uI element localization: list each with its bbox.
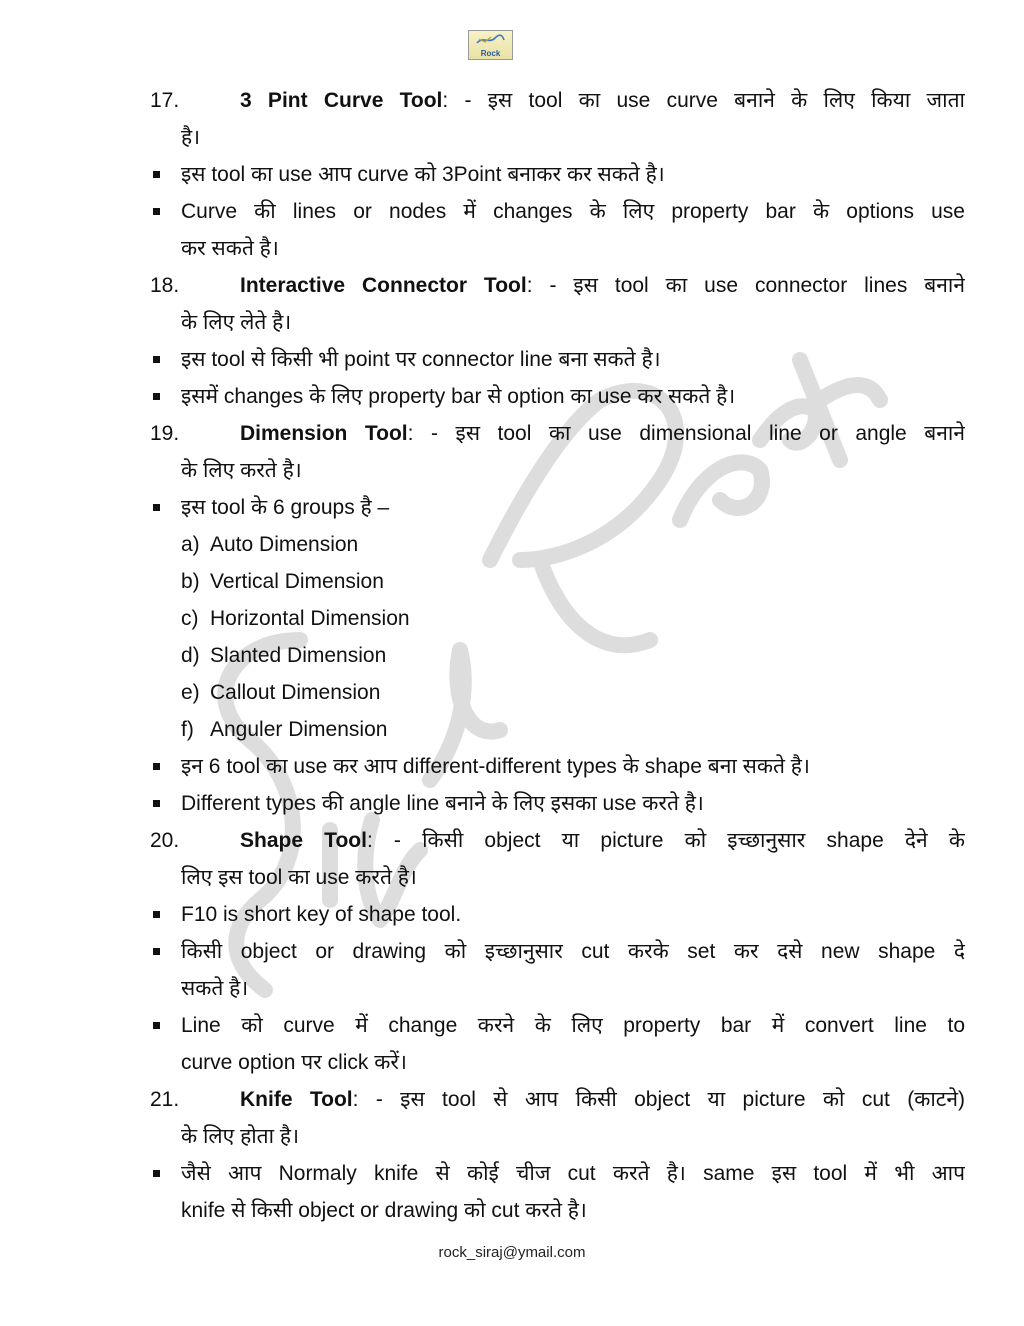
sub-list-label: a) <box>181 533 200 556</box>
bullet-item: किसी object or drawing को इच्छानुसार cut करके set कर दसे new shape दे <box>150 933 965 970</box>
section-number: 18. <box>150 274 180 297</box>
document-body <box>150 82 965 1229</box>
continuation-line: लिए इस tool का use करते है। <box>181 866 417 889</box>
bullet-item: Line को curve में change करने के लिए property bar में convert line to <box>150 1007 965 1044</box>
sub-list-text: Auto Dimension <box>210 533 359 556</box>
bullet-item: Different types की angle line बनाने के लिए इसका use करते है। <box>150 785 965 822</box>
bullet-item: F10 is short key of shape tool. <box>150 896 965 933</box>
continuation-line: के लिए करते है। <box>181 459 302 482</box>
section-number: 20. <box>150 829 180 852</box>
section-title: Dimension Tool <box>240 422 408 445</box>
sub-list-item <box>150 600 965 637</box>
continuation-line: के लिए होता है। <box>181 1125 300 1148</box>
sub-list-text: Vertical Dimension <box>210 570 384 593</box>
section-text: : - इस tool का use curve बनाने के लिए किया जाता <box>442 89 965 112</box>
sub-list-text: Anguler Dimension <box>210 718 388 741</box>
logo-text: Rock <box>480 49 501 58</box>
sub-list-text: Horizontal Dimension <box>210 607 410 630</box>
sub-list-text: Callout Dimension <box>210 681 381 704</box>
sub-list-item <box>150 711 965 748</box>
bullet-item: Curve की lines or nodes में changes के लिए property bar के options use <box>150 193 965 230</box>
section-heading <box>150 415 965 452</box>
continuation-line: knife से किसी object or drawing को cut करते है। <box>181 1199 587 1222</box>
bullet-item: इन 6 tool का use कर आप different-different types के shape बना सकते है। <box>150 748 965 785</box>
continuation-line: है। <box>181 126 201 149</box>
sub-list-item <box>150 526 965 563</box>
sub-list-item <box>150 674 965 711</box>
section-number: 19. <box>150 422 180 445</box>
section-text: : - इस tool से आप किसी object या picture को cut (काटने) <box>352 1088 965 1111</box>
bullet-item: इसमें changes के लिए property bar से option का use कर सकते है। <box>150 378 965 415</box>
section-text: : - किसी object या picture को इच्छानुसार shape देने के <box>366 829 965 852</box>
footer-email: rock_siraj@ymail.com <box>438 1244 586 1261</box>
rock-logo <box>468 30 513 60</box>
bullet-item: इस tool का use आप curve को 3Point बनाकर कर सकते है। <box>150 156 965 193</box>
sub-list-label: c) <box>181 607 199 630</box>
section-heading <box>150 82 965 119</box>
section-number: 21. <box>150 1088 180 1111</box>
continuation-line: के लिए लेते है। <box>181 311 292 334</box>
sub-list-item <box>150 637 965 674</box>
section-heading <box>150 822 965 859</box>
bullet-item: इस tool से किसी भी point पर connector line बना सकते है। <box>150 341 965 378</box>
sub-list-label: b) <box>181 570 200 593</box>
sub-list-label: e) <box>181 681 200 704</box>
bullet-item: जैसे आप Normaly knife से कोई चीज cut करते है। same इस tool में भी आप <box>150 1155 965 1192</box>
section-heading <box>150 1081 965 1118</box>
section-heading <box>150 267 965 304</box>
sub-list-label: f) <box>181 718 194 741</box>
section-title: Interactive Connector Tool <box>240 274 527 297</box>
logo-swoosh-icon <box>475 34 505 46</box>
sub-list-text: Slanted Dimension <box>210 644 387 667</box>
section-text: : - इस tool का use dimensional line or angle बनाने <box>407 422 965 445</box>
sub-list-item <box>150 563 965 600</box>
section-title: 3 Pint Curve Tool <box>240 89 443 112</box>
continuation-line: कर सकते है। <box>181 237 279 260</box>
continuation-line: सकते है। <box>181 977 249 1000</box>
section-title: Shape Tool <box>240 829 367 852</box>
continuation-line: curve option पर click करें। <box>181 1051 407 1074</box>
section-title: Knife Tool <box>240 1088 353 1111</box>
bullet-item: इस tool के 6 groups है – <box>150 489 965 526</box>
section-number: 17. <box>150 89 180 112</box>
section-text: : - इस tool का use connector lines बनाने <box>526 274 965 297</box>
sub-list-label: d) <box>181 644 200 667</box>
